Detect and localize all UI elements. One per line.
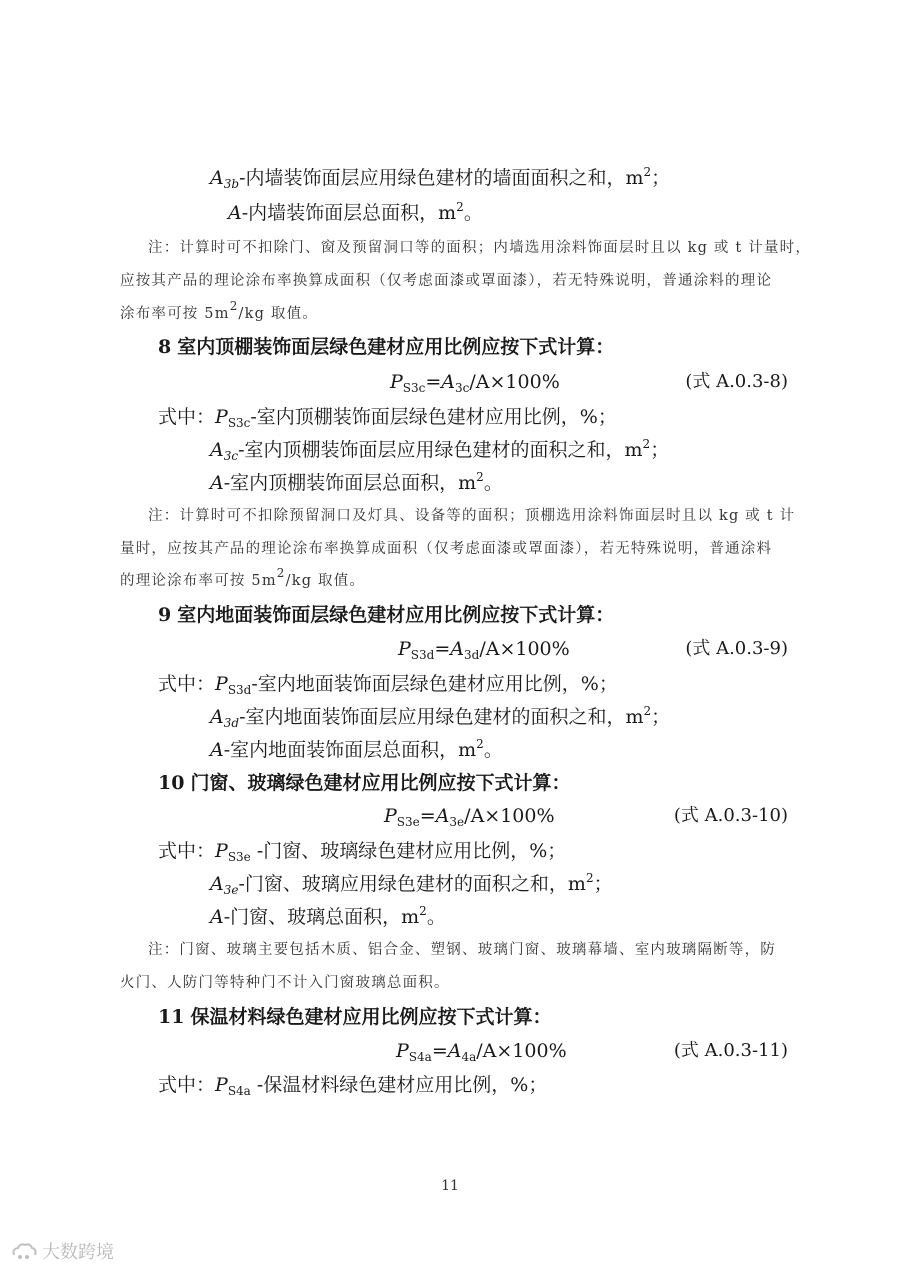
watermark-text: 大数跨境 [42, 1242, 114, 1263]
note-1-line-1: 注：计算时可不扣除门、窗及预留洞口等的面积；内墙选用涂料饰面层时且以 kg 或 t 计量时， [148, 240, 812, 256]
where-10-a: A-门窗、玻璃总面积，$m^2$。 [210, 904, 446, 928]
watermark [10, 1238, 114, 1264]
where-8-p: 式中：$P_{S3c}-$室内顶棚装饰面层绿色建材应用比例，%； [158, 406, 617, 430]
note-3-line-2: 火门、人防门等特种门不计入门窗玻璃总面积。 [120, 975, 450, 991]
note-1-line-2: 应按其产品的理论涂布率换算成面积（仅考虑面漆或罩面漆），若无特殊说明，普通涂料的理论 [120, 273, 773, 289]
def-a-inner-wall: A-内墙装饰面层总面积，$m^2$。 [228, 200, 483, 224]
equation-8: $P_{S3c}=A_{3c}/A\times 100\%$ [390, 371, 560, 395]
note-2-line-2: 量时，应按其产品的理论涂布率换算成面积（仅考虑面漆或罩面漆），若无特殊说明，普通涂料 [120, 541, 773, 557]
where-10-p: 式中：$P_{S3e}$ -门窗、玻璃绿色建材应用比例，%； [158, 840, 567, 864]
page-number: 11 [441, 1178, 459, 1194]
where-9-p: 式中：$P_{S3d}-$室内地面装饰面层绿色建材应用比例，%； [158, 673, 618, 697]
equation-10: $P_{S3e}=A_{3e}/A\times 100\%$ [384, 805, 555, 829]
where-11-p: 式中：$P_{S4a}$ -保温材料绿色建材应用比例，%； [158, 1074, 548, 1098]
equation-11: $P_{S4a}=A_{4a}/A\times 100\%$ [396, 1040, 567, 1064]
item-8-heading: 8 室内顶棚装饰面层绿色建材应用比例应按下式计算： [158, 336, 615, 358]
note-1-line-3: 涂布率可按 $5m^2/kg$ 取值。 [120, 299, 318, 322]
item-11-heading: 11 保温材料绿色建材应用比例应按下式计算： [158, 1006, 552, 1028]
note-2-line-3: 的理论涂布率可按 $5m^2/kg$ 取值。 [120, 566, 366, 589]
note-2-line-1: 注：计算时可不扣除预留洞口及灯具、设备等的面积；顶棚选用涂料饰面层时且以 kg 或 t 计 [148, 508, 796, 524]
where-8-a: A-室内顶棚装饰面层总面积，$m^2$。 [210, 470, 503, 494]
where-10-a3e: $A_{3e}-$门窗、玻璃应用绿色建材的面积之和，$m^2$； [210, 871, 613, 897]
equation-10-number: (式 A.0.3-10) [673, 805, 788, 826]
def-a3b: $A_{3b}-$内墙装饰面层应用绿色建材的墙面面积之和，$m^2$； [210, 165, 671, 191]
note-3-line-1: 注：门窗、玻璃主要包括木质、铝合金、塑钢、玻璃门窗、玻璃幕墙、室内玻璃隔断等，防 [148, 942, 776, 958]
where-9-a: A-室内地面装饰面层总面积，$m^2$。 [210, 737, 503, 761]
equation-9: $P_{S3d}=A_{3d}/A\times 100\%$ [398, 638, 570, 662]
item-10-heading: 10 门窗、玻璃绿色建材应用比例应按下式计算： [158, 772, 571, 794]
cloud-logo-icon [10, 1241, 38, 1261]
where-9-a3d: $A_{3d}-$室内地面装饰面层应用绿色建材的面积之和，$m^2$； [210, 704, 671, 730]
equation-8-number: (式 A.0.3-8) [685, 371, 788, 392]
equation-9-number: (式 A.0.3-9) [685, 638, 788, 659]
item-9-heading: 9 室内地面装饰面层绿色建材应用比例应按下式计算： [158, 604, 615, 626]
equation-11-number: (式 A.0.3-11) [673, 1040, 788, 1061]
where-8-a3c: $A_{3c}-$室内顶棚装饰面层应用绿色建材的面积之和，$m^2$； [210, 437, 670, 463]
